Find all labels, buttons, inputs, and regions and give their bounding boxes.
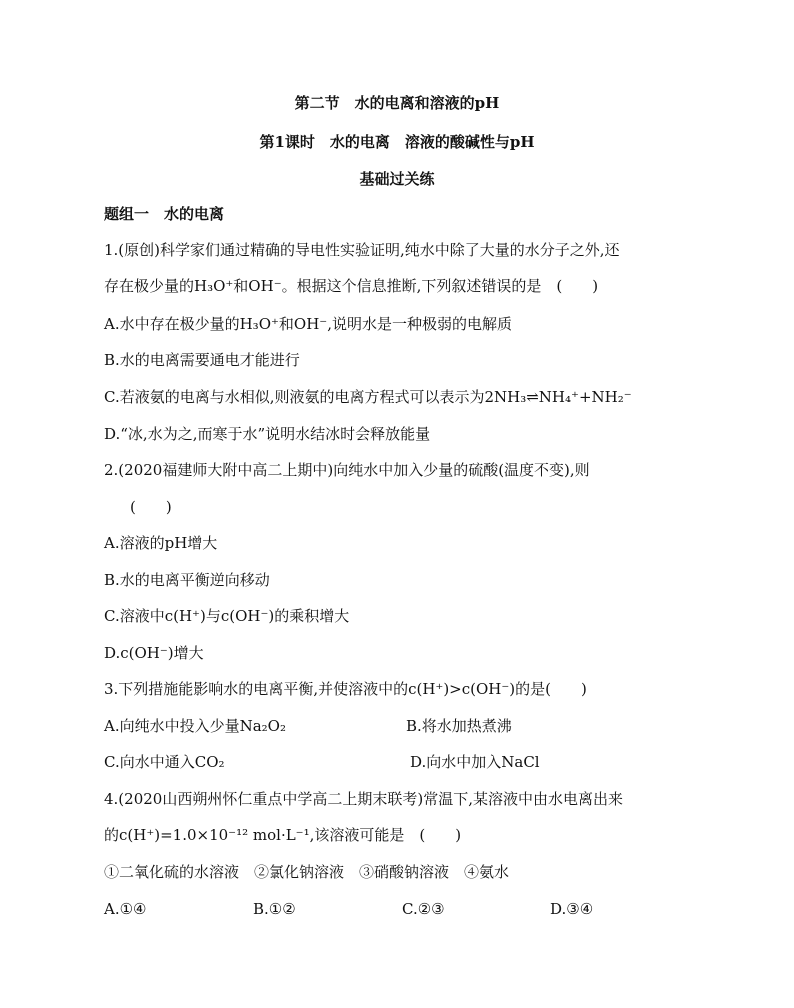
- q2-stem-line2: ( ): [130, 498, 172, 516]
- q3-stem: 3.下列措施能影响水的电离平衡,并使溶液中的c(H⁺)>c(OH⁻)的是( ): [104, 680, 587, 698]
- q1-option-d: D.“冰,水为之,而寒于水”说明水结冰时会释放能量: [104, 425, 431, 443]
- q1-option-b: B.水的电离需要通电才能进行: [104, 351, 300, 369]
- q3-option-b: B.将水加热煮沸: [406, 717, 512, 735]
- q4-stem-line1: 4.(2020山西朔州怀仁重点中学高二上期末联考)常温下,某溶液中由水电离出来: [104, 790, 623, 808]
- q2-option-d: D.c(OH⁻)增大: [104, 644, 204, 662]
- practice-title: 基础过关练: [359, 170, 435, 188]
- q4-option-c: C.②③: [402, 900, 445, 918]
- q3-option-a: A.向纯水中投入少量Na₂O₂: [104, 717, 286, 735]
- q4-stem-line2: 的c(H⁺)=1.0×10⁻¹² mol·L⁻¹,该溶液可能是 ( ): [104, 826, 462, 844]
- q4-option-b: B.①②: [253, 900, 296, 918]
- q4-option-a: A.①④: [104, 900, 147, 918]
- q4-items: ①二氧化硫的水溶液 ②氯化钠溶液 ③硝酸钠溶液 ④氨水: [104, 863, 510, 881]
- q1-option-a: A.水中存在极少量的H₃O⁺和OH⁻,说明水是一种极弱的电解质: [104, 315, 512, 333]
- section-title: 第二节 水的电离和溶液的pH: [294, 94, 500, 112]
- q3-option-c: C.向水中通入CO₂: [104, 753, 225, 771]
- q3-option-d: D.向水中加入NaCl: [410, 753, 540, 771]
- q2-option-a: A.溶液的pH增大: [104, 534, 218, 552]
- q2-option-c: C.溶液中c(H⁺)与c(OH⁻)的乘积增大: [104, 607, 350, 625]
- q2-stem-line1: 2.(2020福建师大附中高二上期中)向纯水中加入少量的硫酸(温度不变),则: [104, 461, 590, 479]
- lesson-title: 第1课时 水的电离 溶液的酸碱性与pH: [259, 133, 535, 151]
- q4-option-d: D.③④: [550, 900, 594, 918]
- group1-title: 题组一 水的电离: [104, 205, 225, 223]
- q1-option-c: C.若液氨的电离与水相似,则液氨的电离方程式可以表示为2NH₃⇌NH₄⁺+NH₂⁻: [104, 388, 632, 406]
- q2-option-b: B.水的电离平衡逆向移动: [104, 571, 270, 589]
- q1-stem-line1: 1.(原创)科学家们通过精确的导电性实验证明,纯水中除了大量的水分子之外,还: [104, 241, 620, 259]
- q1-stem-line2: 存在极少量的H₃O⁺和OH⁻。根据这个信息推断,下列叙述错误的是 ( ): [104, 277, 599, 295]
